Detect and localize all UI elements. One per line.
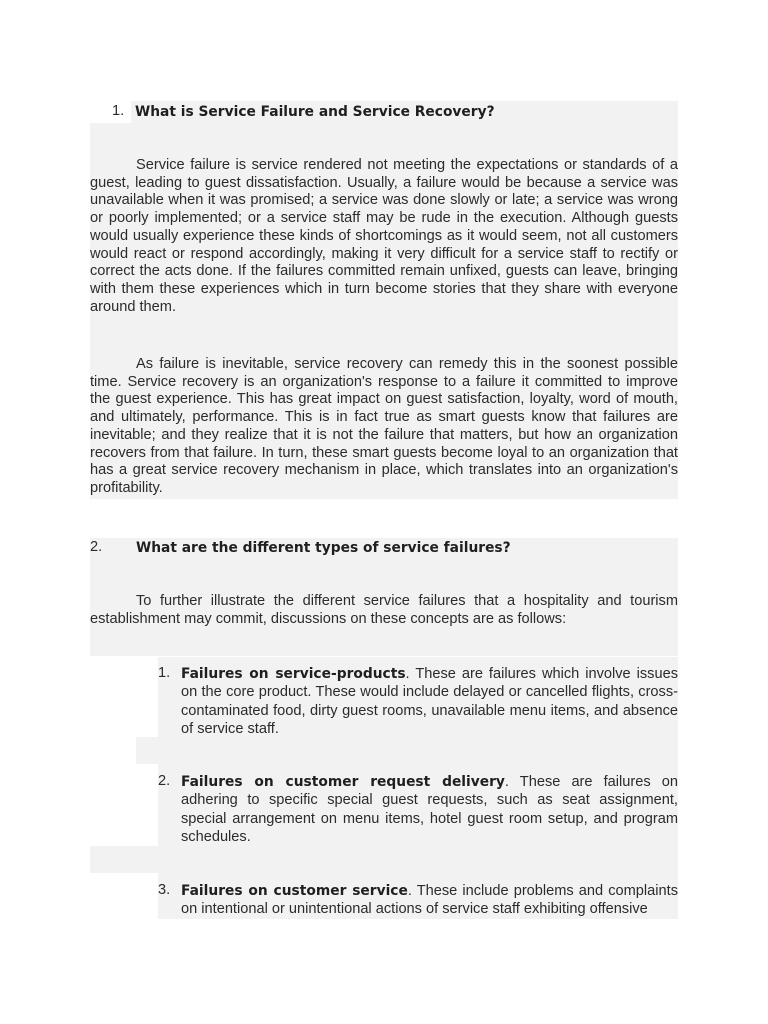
list-item-3-text: . These include problems and complaints on intentional or unintentional actions of service staff exhibiting offensive xyxy=(181,883,678,918)
section2-heading xyxy=(90,539,678,559)
list-item-1-term: Failures on service-products xyxy=(181,666,406,682)
list-item-1 xyxy=(181,665,678,739)
section1-title: What is Service Failure and Service Recovery? xyxy=(135,104,495,120)
shade-gap1 xyxy=(136,737,678,764)
list-item-3-term: Failures on customer service xyxy=(181,883,408,899)
list-item-3 xyxy=(181,882,678,919)
list-item-2 xyxy=(181,773,678,847)
section2-title: What are the different types of service failures? xyxy=(136,540,511,556)
section1-paragraph-1: Service failure is service rendered not meeting the expectations or standards of a guest, leading to guest dissatisfaction. Usually, a failure would be because a service was unavailable when it was promised; a service was done slowly or late; a service was wrong or poorly implemented; or a service staff may be rude in the execution. Although guests would usually experience these kinds of shortcomings as it would seem, not all customers would react or respond accordingly, making it very difficult for a service staff to rectify or correct the acts done. If the failures committed remain unfixed, guests can leave, bringing with them these experiences which in turn become stories that they share with everyone around them. xyxy=(90,157,678,315)
section2-number: 2. xyxy=(90,539,103,555)
list-item-2-term: Failures on customer request delivery xyxy=(181,774,505,790)
list-item-2-text: . These are failures on adhering to specific special guest requests, such as seat assignment, special arrangement on menu items, hotel guest room setup, and program schedules. xyxy=(181,774,678,846)
list-item-1-text: . These are failures which involve issues on the core product. These would include delayed or cancelled flights, cross-contaminated food, dirty guest rooms, unavailable menu items, and absence of service staff. xyxy=(181,666,678,738)
section2-intro: To further illustrate the different service failures that a hospitality and tourism establishment may commit, discussions on these concepts are as follows: xyxy=(90,593,678,627)
section1-heading xyxy=(112,103,672,123)
list-item-2-number: 2. xyxy=(158,773,171,789)
section1-number: 1. xyxy=(112,103,125,119)
shade-gap2 xyxy=(90,846,678,873)
section1-paragraph-2: As failure is inevitable, service recovery can remedy this in the soonest possible time. Service recovery is an organization's response to a failure it committed to improve the guest experience. This has great impact on guest satisfaction, loyalty, word of mouth, and ultimately, performance. This is in fact true as smart guests know that failures are inevitable; and they realize that it is not the failure that matters, but how an organization recovers from that failure. In turn, these smart guests become loyal to an organization that has a great service recovery mechanism in place, which translates into an organization's profitability. xyxy=(90,356,678,496)
list-item-3-number: 3. xyxy=(158,882,171,898)
list-item-1-number: 1. xyxy=(158,665,171,681)
